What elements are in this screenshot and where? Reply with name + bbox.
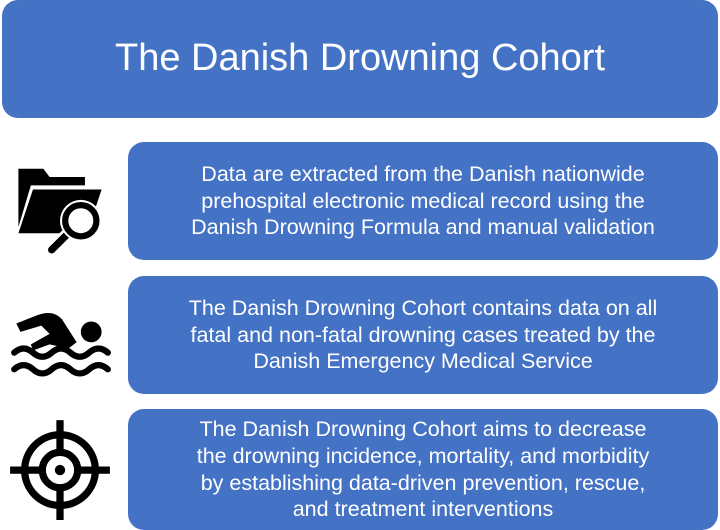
text-line: by establishing data-driven prevention, rescue,: [200, 470, 646, 495]
target-icon: [8, 416, 112, 520]
text-line: prehospital electronic medical record using the: [201, 188, 645, 213]
text-line: Data are extracted from the Danish nationwide: [201, 162, 645, 187]
info-text-data-extraction: [191, 161, 655, 241]
text-line: fatal and non-fatal drowning cases treated by the: [190, 322, 656, 347]
folder-search-icon: [8, 150, 112, 254]
swimmer-icon: [8, 284, 112, 388]
text-line: the drowning incidence, mortality, and morbidity: [196, 443, 650, 468]
info-box-cohort-aims: [128, 409, 718, 530]
title-banner: [2, 0, 718, 118]
text-line: Danish Drowning Formula and manual validation: [191, 215, 655, 240]
info-text-cohort-contents: [189, 295, 658, 375]
info-box-data-extraction: [128, 142, 718, 260]
info-box-cohort-contents: [128, 276, 718, 394]
text-line: Danish Emergency Medical Service: [253, 349, 593, 374]
text-line: The Danish Drowning Cohort aims to decrease: [199, 417, 647, 442]
text-line: and treatment interventions: [292, 497, 554, 522]
text-line: The Danish Drowning Cohort contains data on all: [188, 296, 658, 321]
page-title: The Danish Drowning Cohort: [114, 37, 605, 80]
info-text-cohort-aims: [197, 416, 650, 523]
